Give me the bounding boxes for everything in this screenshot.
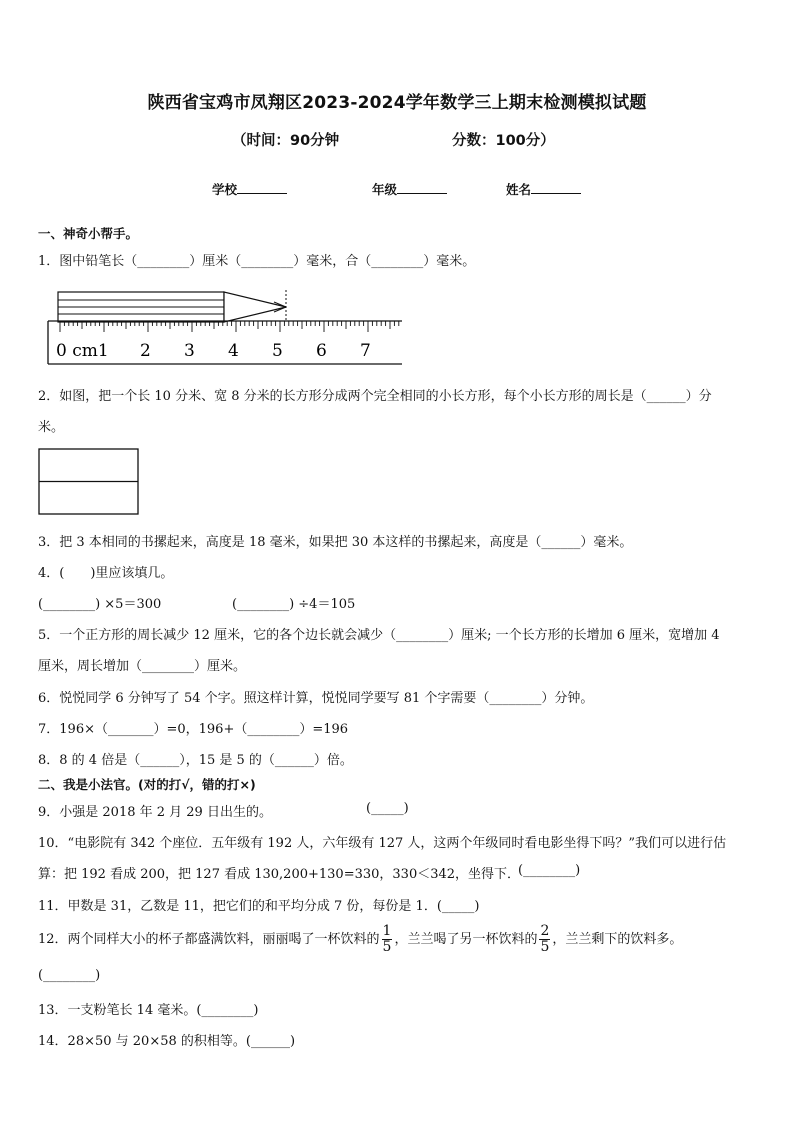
question-9: 9．小强是 2018 年 2 月 29 日出生的。	[38, 805, 272, 820]
fraction-denominator: 5	[382, 939, 392, 955]
ruler-label-2: 2	[140, 341, 151, 361]
fraction-denominator: 5	[540, 939, 550, 955]
question-8: 8．8 的 4 倍是（______），15 是 5 的（______）倍。	[38, 753, 353, 768]
grade-field[interactable]	[372, 180, 447, 198]
question-2-cont: 米。	[38, 420, 65, 435]
ruler-pencil-figure	[46, 288, 406, 368]
question-2: 2．如图，把一个长 10 分米、宽 8 分米的长方形分成两个完全相同的小长方形，每个小长方形的周长是（______）分	[38, 389, 712, 404]
question-7: 7．196×（_______）=0，196+（________）=196	[38, 722, 349, 737]
question-5: 5．一个正方形的周长减少 12 厘米，它的各个边长就会减少（________）厘米; 一个长方形的长增加 6 厘米，宽增加 4	[38, 628, 720, 643]
name-blank[interactable]	[531, 181, 581, 194]
ruler-label-7: 7	[360, 341, 371, 361]
name-field[interactable]	[506, 180, 581, 198]
grade-blank[interactable]	[397, 181, 447, 194]
ruler-label-0-cm1: 0 cm1	[56, 341, 109, 361]
exam-score: 分数：100分）	[452, 133, 555, 149]
question-3: 3．把 3 本相同的书摞起来，高度是 18 毫米，如果把 30 本这样的书摞起来，高度是（______）毫米。	[38, 535, 633, 550]
fraction-numerator: 1	[382, 923, 392, 939]
school-label: 学校	[212, 182, 238, 197]
ruler-label-3: 3	[184, 341, 195, 361]
section-1-heading: 一、神奇小帮手。	[38, 226, 139, 241]
grade-label: 年级	[372, 182, 398, 197]
name-label: 姓名	[506, 182, 532, 197]
school-field[interactable]	[212, 180, 287, 198]
question-12-part-1: 12．两个同样大小的杯子都盛满饮料，丽丽喝了一杯饮料的	[38, 932, 380, 947]
ruler-label-5: 5	[272, 341, 283, 361]
rectangle-figure	[38, 448, 140, 516]
fraction-two-fifths	[539, 924, 550, 955]
question-5-cont: 厘米，周长增加（________）厘米。	[38, 659, 247, 674]
question-13: 13．一支粉笔长 14 毫米。(________)	[38, 1003, 259, 1018]
question-4b: (________) ÷4＝105	[232, 597, 356, 612]
ruler-label-4: 4	[228, 341, 239, 361]
question-12	[38, 924, 682, 955]
question-12-answer[interactable]: (________)	[38, 968, 101, 983]
page-title: 陕西省宝鸡市凤翔区2023-2024学年数学三上期末检测模拟试题	[147, 93, 647, 113]
pencil-icon	[58, 290, 286, 322]
question-10-answer[interactable]: (________)	[518, 863, 581, 878]
question-10: 10．“电影院有 342 个座位．五年级有 192 人，六年级有 127 人，这两个年级同时看电影坐得下吗？”我们可以进行估	[38, 836, 727, 851]
question-9-answer[interactable]: (_____)	[366, 801, 409, 816]
question-10-cont: 算：把 192 看成 200，把 127 看成 130,200+130=330，330＜342，坐得下．	[38, 867, 521, 882]
exam-time: （时间：90分钟	[232, 133, 340, 149]
section-2-heading: 二、我是小法官。(对的打√，错的打×)	[38, 777, 256, 792]
fraction-numerator: 2	[540, 923, 550, 939]
question-6: 6．悦悦同学 6 分钟写了 54 个字。照这样计算，悦悦同学要写 81 个字需要（________）分钟。	[38, 691, 594, 706]
question-4a: (________) ×5＝300	[38, 597, 162, 612]
ruler-label-6: 6	[316, 341, 327, 361]
question-12-part-3: ，兰兰剩下的饮料多。	[552, 932, 683, 947]
question-11: 11．甲数是 31，乙数是 11，把它们的和平均分成 7 份，每份是 1．(_____)	[38, 899, 480, 914]
fraction-one-fifth	[382, 924, 393, 955]
question-1: 1．图中铅笔长（________）厘米（________）毫米，合（________）毫米。	[38, 254, 476, 269]
question-14: 14．28×50 与 20×58 的积相等。(______)	[38, 1034, 296, 1049]
school-blank[interactable]	[237, 181, 287, 194]
question-4: 4．( )里应该填几。	[38, 566, 174, 581]
question-12-part-2: ，兰兰喝了另一杯饮料的	[394, 932, 538, 947]
